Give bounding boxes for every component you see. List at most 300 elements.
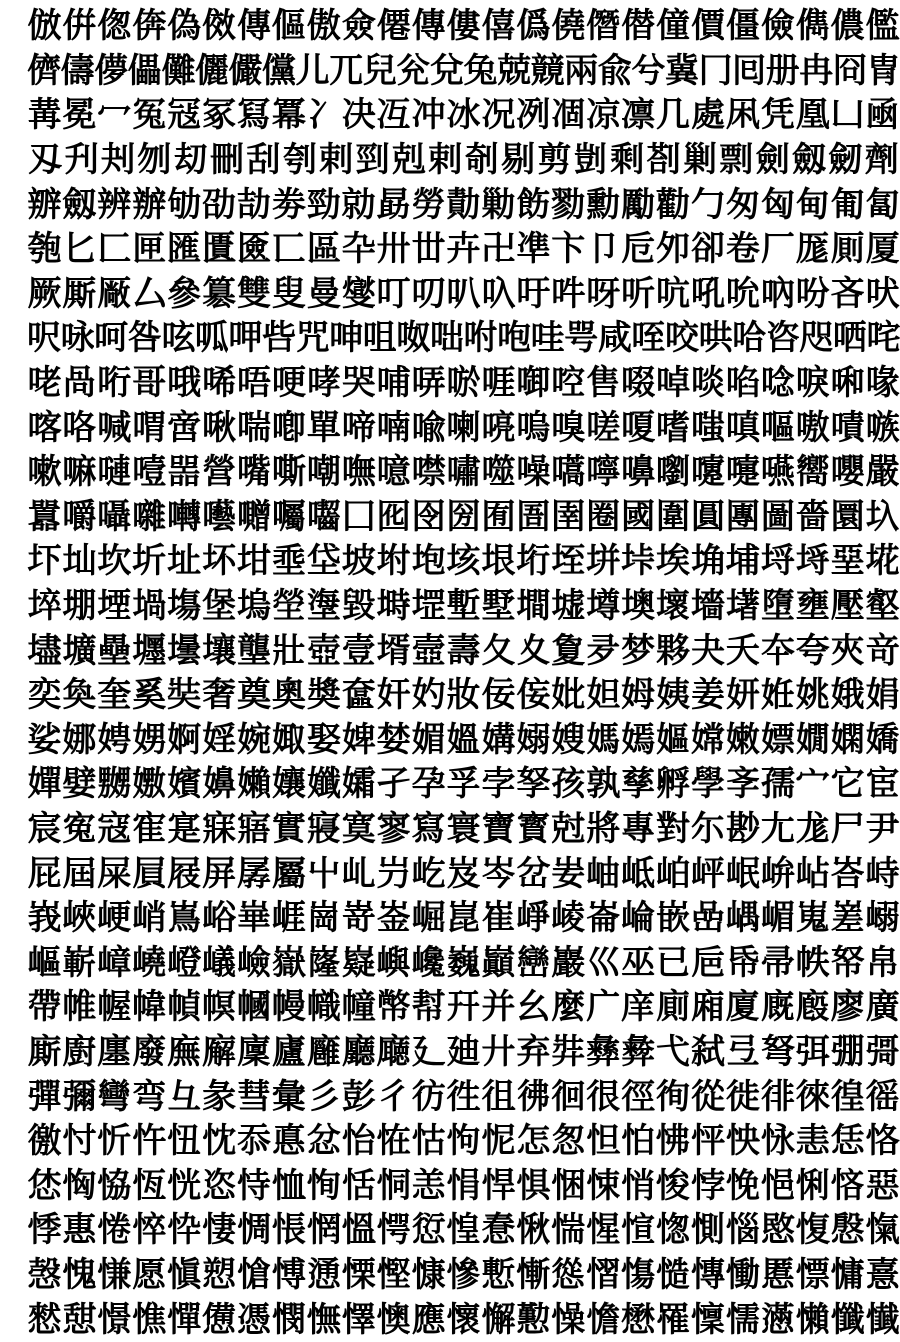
kanji-character: 夾: [830, 630, 865, 671]
kanji-character: 咾: [27, 363, 62, 404]
kanji-character: 奧: [271, 675, 306, 716]
kanji-character: 嫦: [690, 719, 725, 760]
kanji-character: 弉: [551, 1031, 586, 1072]
kanji-character: 圀: [446, 496, 481, 537]
kanji-character: 啅: [656, 363, 691, 404]
kanji-character: 嫂: [551, 719, 586, 760]
kanji-character: 廁: [656, 987, 691, 1028]
kanji-character: 啜: [621, 363, 656, 404]
kanji-character: 喘: [236, 407, 271, 448]
kanji-character: 嶽: [271, 942, 306, 983]
kanji-character: 勁: [306, 184, 341, 225]
kanji-character: 刎: [137, 140, 172, 181]
kanji-character: 彳: [376, 1076, 411, 1117]
kanji-character: 嘶: [271, 452, 306, 493]
kanji-character: 恍: [167, 1165, 202, 1206]
kanji-character: 冏: [832, 50, 867, 91]
kanji-character: 嶂: [97, 942, 132, 983]
kanji-character: 奸: [376, 675, 411, 716]
kanji-character: 刄: [28, 140, 63, 181]
kanji-character: 冕: [62, 95, 97, 136]
kanji-character: 廏: [795, 987, 830, 1028]
character-row: [27, 1253, 900, 1298]
kanji-character: 惧: [516, 1165, 551, 1206]
kanji-character: 厦: [865, 229, 900, 270]
kanji-character: 巫: [621, 942, 656, 983]
kanji-character: 恫: [376, 1165, 411, 1206]
character-row: [27, 1297, 900, 1342]
kanji-character: 奠: [236, 675, 271, 716]
kanji-character: 懺: [830, 1299, 865, 1340]
kanji-character: 咸: [597, 318, 632, 359]
kanji-character: 姨: [656, 675, 691, 716]
kanji-character: 丗: [411, 229, 446, 270]
kanji-character: 愕: [376, 1210, 411, 1251]
kanji-character: 喇: [446, 407, 481, 448]
kanji-character: 吶: [760, 273, 795, 314]
kanji-character: 况: [481, 95, 516, 136]
kanji-character: 嶌: [167, 898, 202, 939]
kanji-character: 幤: [376, 987, 411, 1028]
kanji-character: 怐: [446, 1121, 481, 1162]
kanji-character: 帛: [865, 942, 900, 983]
kanji-character: 儁: [795, 6, 830, 47]
kanji-character: 僣: [621, 6, 656, 47]
kanji-character: 哇: [530, 318, 565, 359]
kanji-character: 慓: [795, 1254, 830, 1295]
kanji-character: 嶢: [132, 942, 167, 983]
kanji-character: 單: [306, 407, 341, 448]
kanji-character: 惘: [306, 1210, 341, 1251]
kanji-character: 嘴: [236, 452, 271, 493]
kanji-character: 徭: [865, 1076, 900, 1117]
kanji-character: 奕: [27, 675, 62, 716]
kanji-character: 儡: [127, 50, 162, 91]
kanji-character: 兌: [429, 50, 464, 91]
kanji-character: 厮: [62, 273, 97, 314]
kanji-character: 壻: [376, 630, 411, 671]
kanji-character: 圜: [830, 496, 865, 537]
kanji-character: 冉: [799, 50, 833, 91]
kanji-character: 厰: [97, 273, 132, 314]
kanji-character: 憫: [271, 1299, 306, 1340]
kanji-character: 嚥: [760, 452, 795, 493]
kanji-character: 墮: [760, 586, 795, 627]
kanji-character: 呎: [27, 318, 61, 359]
kanji-character: 墸: [725, 586, 760, 627]
kanji-character: 嚀: [586, 452, 621, 493]
kanji-character: 勹: [690, 184, 725, 225]
kanji-character: 恁: [830, 1121, 865, 1162]
kanji-character: 嫋: [516, 719, 551, 760]
kanji-character: 帶: [27, 987, 62, 1028]
kanji-character: 剄: [355, 140, 390, 181]
kanji-character: 嵜: [341, 898, 376, 939]
kanji-character: 屐: [167, 853, 202, 894]
character-row: [27, 272, 900, 317]
kanji-character: 慘: [446, 1254, 481, 1295]
kanji-character: 劭: [202, 184, 237, 225]
kanji-character: 彝: [586, 1031, 621, 1072]
kanji-character: 夘: [656, 229, 691, 270]
kanji-character: 剪: [537, 140, 572, 181]
kanji-character: 峅: [760, 853, 795, 894]
kanji-character: 勵: [621, 184, 656, 225]
kanji-character: 哥: [132, 363, 167, 404]
kanji-character: 倴: [132, 6, 167, 47]
kanji-character: 呶: [396, 318, 430, 359]
kanji-character: 匕: [62, 229, 97, 270]
kanji-character: 哽: [271, 363, 306, 404]
kanji-character: 堙: [97, 586, 132, 627]
kanji-character: 墹: [516, 586, 551, 627]
kanji-character: 姜: [690, 675, 725, 716]
kanji-character: 怎: [516, 1121, 551, 1162]
kanji-character: 徘: [760, 1076, 795, 1117]
kanji-character: 惺: [586, 1210, 621, 1251]
kanji-character: 尹: [865, 808, 900, 849]
kanji-character: 厶: [132, 273, 167, 314]
kanji-character: 埣: [27, 586, 62, 627]
kanji-character: 愡: [656, 1210, 691, 1251]
kanji-character: 岔: [516, 853, 551, 894]
kanji-character: 宀: [795, 764, 830, 805]
kanji-character: 圖: [760, 496, 795, 537]
kanji-character: 咼: [62, 363, 97, 404]
character-row: [27, 762, 900, 807]
kanji-character: 嬋: [27, 764, 62, 805]
kanji-character: 愾: [865, 1210, 900, 1251]
kanji-character: 塋: [271, 586, 306, 627]
kanji-character: 愆: [411, 1210, 446, 1251]
kanji-character: 慱: [690, 1254, 725, 1295]
kanji-character: 悖: [690, 1165, 725, 1206]
kanji-character: 壘: [97, 630, 132, 671]
kanji-character: 孱: [236, 853, 271, 894]
kanji-character: 辨: [97, 184, 132, 225]
kanji-character: 徂: [481, 1076, 516, 1117]
kanji-character: 厥: [27, 273, 62, 314]
kanji-character: 岼: [690, 853, 725, 894]
kanji-character: 圍: [656, 496, 691, 537]
kanji-character: 喩: [411, 407, 446, 448]
kanji-character: 寫: [411, 808, 446, 849]
kanji-character: 儺: [161, 50, 195, 91]
kanji-character: 叟: [271, 273, 306, 314]
character-row: [27, 49, 900, 94]
kanji-character: 匳: [236, 229, 271, 270]
kanji-character: 彭: [341, 1076, 376, 1117]
kanji-character: 幀: [167, 987, 202, 1028]
kanji-character: 噤: [411, 452, 446, 493]
kanji-character: 傴: [271, 6, 306, 47]
kanji-character: 兩: [564, 50, 598, 91]
kanji-character: 塰: [306, 586, 341, 627]
kanji-character: 嫺: [795, 719, 830, 760]
kanji-character: 嶮: [236, 942, 271, 983]
kanji-character: 兊: [396, 50, 430, 91]
kanji-character: 嶄: [62, 942, 97, 983]
kanji-character: 悳: [271, 1121, 306, 1162]
kanji-character: 嶝: [167, 942, 202, 983]
kanji-character: 娵: [271, 719, 306, 760]
kanji-character: 寰: [446, 808, 481, 849]
kanji-character: 廖: [830, 987, 865, 1028]
kanji-character: 燮: [341, 273, 376, 314]
kanji-character: 崚: [551, 898, 586, 939]
kanji-character: 區: [306, 229, 341, 270]
kanji-character: 咄: [429, 318, 464, 359]
kanji-character: 壽: [446, 630, 481, 671]
kanji-character: 叮: [376, 273, 411, 314]
kanji-character: 專: [621, 808, 656, 849]
kanji-character: 壙: [62, 630, 97, 671]
kanji-character: 妝: [446, 675, 481, 716]
kanji-character: 塢: [236, 586, 271, 627]
kanji-character: 弸: [830, 1031, 865, 1072]
kanji-character: 惷: [481, 1210, 516, 1251]
kanji-character: 婀: [167, 719, 202, 760]
kanji-character: 尓: [690, 808, 725, 849]
kanji-character: 彿: [516, 1076, 551, 1117]
kanji-character: 毀: [341, 586, 376, 627]
kanji-character: 廝: [27, 1031, 62, 1072]
kanji-character: 啣: [516, 363, 551, 404]
kanji-character: 傚: [202, 6, 237, 47]
kanji-character: 剴: [573, 140, 608, 181]
kanji-character: 憇: [62, 1299, 97, 1340]
kanji-character: 夭: [725, 630, 760, 671]
kanji-character: 夬: [690, 630, 725, 671]
kanji-character: 墅: [481, 586, 516, 627]
kanji-character: 堋: [62, 586, 97, 627]
kanji-character: 寐: [202, 808, 237, 849]
kanji-character: 已: [656, 942, 691, 983]
kanji-character: 悚: [586, 1165, 621, 1206]
kanji-character: 冪: [271, 95, 306, 136]
kanji-character: 埒: [760, 541, 795, 582]
kanji-character: 恊: [97, 1165, 132, 1206]
kanji-character: 匚: [97, 229, 132, 270]
kanji-character: 呷: [228, 318, 263, 359]
kanji-character: 囹: [411, 496, 446, 537]
kanji-character: 彈: [27, 1076, 62, 1117]
kanji-character: 妍: [725, 675, 760, 716]
kanji-character: 僉: [341, 6, 376, 47]
kanji-character: 彑: [167, 1076, 202, 1117]
kanji-character: 峽: [62, 898, 97, 939]
kanji-character: 寤: [236, 808, 271, 849]
kanji-character: 偽: [167, 6, 202, 47]
kanji-character: 匣: [132, 229, 167, 270]
kanji-character: 兀: [329, 50, 363, 91]
kanji-character: 崔: [481, 898, 516, 939]
kanji-character: 徼: [27, 1121, 62, 1162]
kanji-character: 徙: [725, 1076, 760, 1117]
kanji-character: 惡: [865, 1165, 900, 1206]
kanji-character: 壗: [27, 630, 62, 671]
kanji-character: 弩: [760, 1031, 795, 1072]
kanji-character: 悗: [725, 1165, 760, 1206]
kanji-character: 埔: [725, 541, 760, 582]
kanji-character: 圉: [551, 496, 586, 537]
kanji-character: 娑: [27, 719, 62, 760]
kanji-character: 勸: [656, 184, 691, 225]
kanji-character: 哘: [97, 363, 132, 404]
kanji-character: 孕: [411, 764, 446, 805]
kanji-character: 懣: [760, 1299, 795, 1340]
kanji-character: 嚼: [62, 496, 97, 537]
kanji-character: 婉: [236, 719, 271, 760]
kanji-character: 嶼: [376, 942, 411, 983]
kanji-character: 巛: [586, 942, 621, 983]
kanji-character: 娟: [865, 675, 900, 716]
kanji-character: 憖: [27, 1299, 62, 1340]
kanji-character: 崕: [271, 898, 306, 939]
kanji-character: 埃: [656, 541, 691, 582]
kanji-character: 咐: [463, 318, 498, 359]
kanji-character: 咏: [60, 318, 95, 359]
kanji-character: 埖: [865, 541, 900, 582]
kanji-character: 懃: [516, 1299, 551, 1340]
kanji-character: 址: [167, 541, 202, 582]
kanji-character: 媼: [446, 719, 481, 760]
kanji-character: 凛: [621, 95, 656, 136]
kanji-character: 啗: [725, 363, 760, 404]
kanji-character: 幔: [271, 987, 306, 1028]
kanji-character: 悵: [271, 1210, 306, 1251]
kanji-character: 慙: [481, 1254, 516, 1295]
kanji-character: 壜: [167, 630, 202, 671]
kanji-character: 孃: [271, 764, 306, 805]
kanji-character: 垈: [306, 541, 341, 582]
kanji-character: 怦: [690, 1121, 725, 1162]
kanji-character: 竸: [530, 50, 565, 91]
kanji-character: 匏: [27, 229, 62, 270]
character-row: [27, 673, 900, 718]
kanji-character: 嫣: [621, 719, 656, 760]
kanji-character: 儔: [60, 50, 95, 91]
kanji-character: 寔: [167, 808, 202, 849]
kanji-character: 愃: [621, 1210, 656, 1251]
kanji-character: 峩: [27, 898, 62, 939]
kanji-character: 怺: [760, 1121, 795, 1162]
kanji-character: 嵶: [865, 898, 900, 939]
kanji-character: 呱: [194, 318, 229, 359]
kanji-character: 堽: [411, 586, 446, 627]
kanji-character: 辧: [27, 184, 62, 225]
kanji-character: 廴: [411, 1031, 446, 1072]
kanji-character: 嬶: [202, 764, 237, 805]
kanji-character: 兔: [463, 50, 498, 91]
character-row: [27, 93, 900, 138]
kanji-character: 愼: [167, 1254, 202, 1295]
kanji-character: 悍: [481, 1165, 516, 1206]
kanji-character: 咤: [866, 318, 900, 359]
kanji-character: 坡: [341, 541, 376, 582]
kanji-character: 惓: [97, 1210, 132, 1251]
kanji-character: 懌: [341, 1299, 376, 1340]
kanji-character: 奩: [341, 675, 376, 716]
kanji-character: 懈: [481, 1299, 516, 1340]
kanji-character: 嗜: [656, 407, 691, 448]
kanji-character: 恣: [202, 1165, 237, 1206]
kanji-character: 冲: [411, 95, 446, 136]
kanji-character: 恟: [62, 1165, 97, 1206]
kanji-character: 凖: [516, 229, 551, 270]
kanji-character: 刪: [210, 140, 245, 181]
kanji-character: 廳: [341, 1031, 376, 1072]
kanji-character: 劵: [271, 184, 306, 225]
kanji-character: 懍: [690, 1299, 725, 1340]
kanji-character: 幇: [411, 987, 446, 1028]
kanji-character: 嵌: [656, 898, 691, 939]
kanji-character: 幄: [97, 987, 132, 1028]
character-row: [27, 539, 900, 584]
kanji-character: 勠: [551, 184, 586, 225]
kanji-character: 嚏: [725, 452, 760, 493]
kanji-character: 憬: [97, 1299, 132, 1340]
kanji-character: 壞: [656, 586, 691, 627]
kanji-character: 營: [202, 452, 237, 493]
kanji-character: 凾: [865, 95, 900, 136]
kanji-character: 壥: [132, 630, 167, 671]
kanji-character: 宦: [865, 764, 900, 805]
kanji-character: 婢: [341, 719, 376, 760]
kanji-character: 簒: [202, 273, 237, 314]
kanji-character: 宸: [27, 808, 62, 849]
kanji-character: 惱: [725, 1210, 760, 1251]
kanji-character: 冖: [97, 95, 132, 136]
kanji-character: 决: [341, 95, 376, 136]
kanji-character: 孀: [341, 764, 376, 805]
kanji-character: 夛: [586, 630, 621, 671]
kanji-character: 墻: [690, 586, 725, 627]
kanji-character: 囃: [132, 496, 167, 537]
kanji-character: 忰: [167, 1210, 202, 1251]
kanji-character: 堊: [830, 541, 865, 582]
kanji-character: 姙: [760, 675, 795, 716]
kanji-character: 悴: [132, 1210, 167, 1251]
kanji-character: 愧: [62, 1254, 97, 1295]
kanji-character: 兪: [597, 50, 632, 91]
kanji-character: 劬: [167, 184, 202, 225]
kanji-character: 叨: [411, 273, 446, 314]
kanji-character: 悃: [551, 1165, 586, 1206]
kanji-character: 它: [830, 764, 865, 805]
kanji-character: 啀: [481, 363, 516, 404]
kanji-character: 忱: [202, 1121, 237, 1162]
kanji-character: 妲: [586, 675, 621, 716]
kanji-character: 恷: [27, 1165, 62, 1206]
kanji-character: 卉: [446, 229, 481, 270]
kanji-character: 嗅: [551, 407, 586, 448]
kanji-character: 慊: [97, 1254, 132, 1295]
kanji-character: 岷: [725, 853, 760, 894]
kanji-character: 廱: [306, 1031, 341, 1072]
kanji-character: 對: [656, 808, 691, 849]
kanji-character: 峇: [830, 853, 865, 894]
kanji-character: 尨: [795, 808, 830, 849]
kanji-character: 忿: [306, 1121, 341, 1162]
character-row: [27, 851, 900, 896]
kanji-character: 囈: [202, 496, 237, 537]
kanji-character: 咫: [799, 318, 833, 359]
kanji-character: 咒: [295, 318, 330, 359]
kanji-character: 匍: [830, 184, 865, 225]
kanji-character: 剩: [610, 140, 645, 181]
kanji-character: 懷: [446, 1299, 481, 1340]
